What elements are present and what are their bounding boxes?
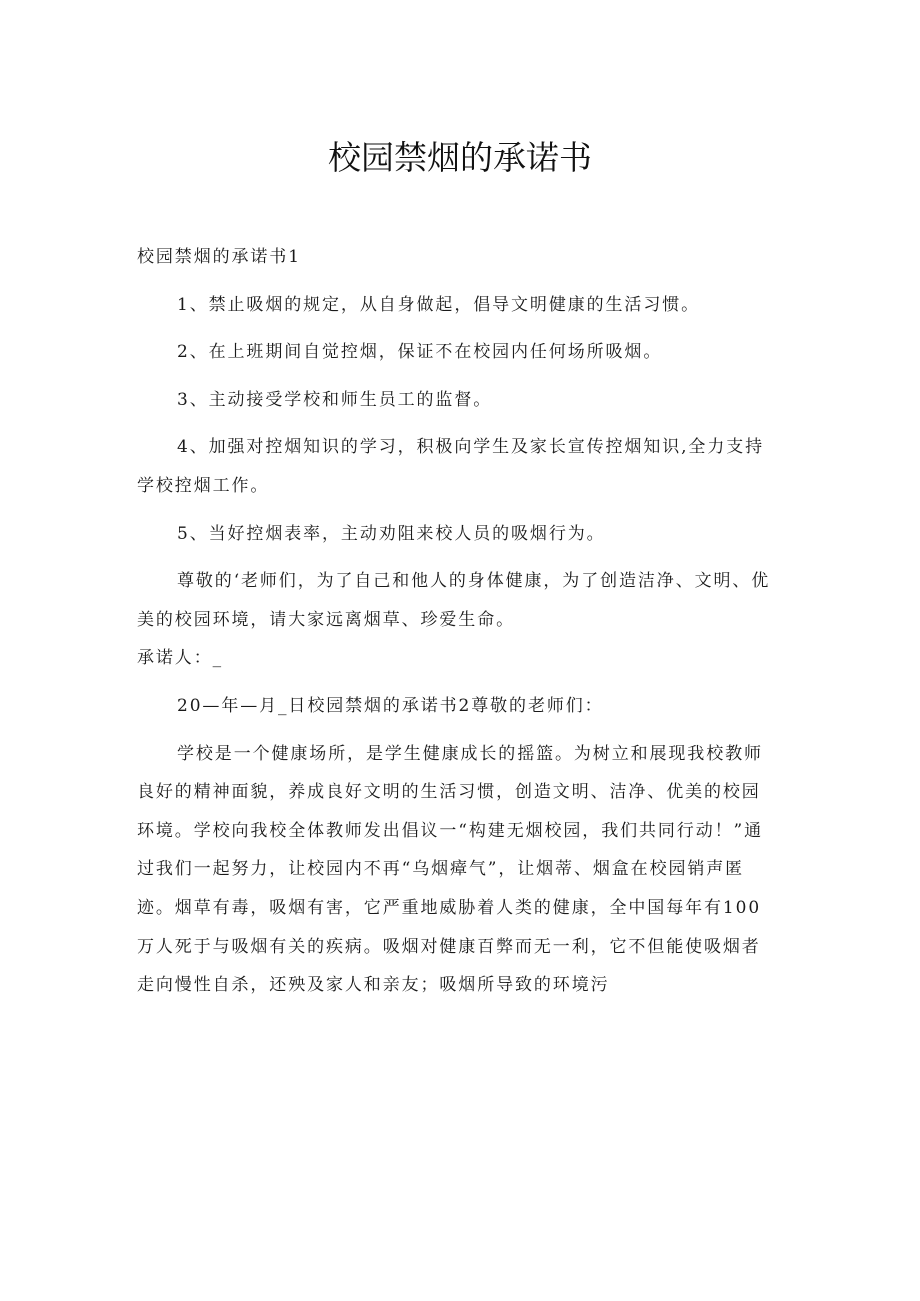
document-title: 校园禁烟的承诺书	[328, 138, 592, 177]
appeal-paragraph: 尊敬的‘老师们，为了自己和他人的身体健康，为了创造洁净、文明、优美的校园环境，请大家远离烟草、珍爱生命。	[137, 571, 771, 630]
pledge-item: 3、主动接受学校和师生员工的监督。	[177, 389, 493, 410]
document-body	[137, 238, 777, 1005]
pledge-item: 2、在上班期间自觉控烟，保证不在校园内任何场所吸烟。	[177, 342, 663, 363]
signer-line: 承诺人：_	[137, 648, 223, 669]
pledge-item: 1、禁止吸烟的规定，从自身做起，倡导文明健康的生活习惯。	[177, 294, 701, 315]
pledge-item: 5、当好控烟表率，主动劝阻来校人员的吸烟行为。	[177, 523, 606, 544]
section-heading: 校园禁烟的承诺书1	[137, 247, 301, 267]
body-paragraph: 学校是一个健康场所，是学生健康成长的摇篮。为树立和展现我校教师良好的精神面貌，养成良好文明的生活习惯，创造文明、洁净、优美的校园环境。学校向我校全体教师发出倡议一“构建无烟校园，我们共同行动！”通过我们一起努力，让校园内不再“乌烟瘴气”，让烟蒂、烟盒在校园销声匿迹。烟草有毒，吸烟有害，它严重地威胁着人类的健康，全中国每年有100万人死于与吸烟有关的疾病。吸烟对健康百弊而无一利，它不但能使吸烟者走向慢性自杀，还殃及家人和亲友；吸烟所导致的环境污	[137, 743, 763, 996]
pledge-item: 4、加强对控烟知识的学习，积极向学生及家长宣传控烟知识,全力支持学校控烟工作。	[137, 437, 765, 496]
date-line: 20—年—月_日校园禁烟的承诺书2尊敬的老师们：	[177, 695, 604, 716]
